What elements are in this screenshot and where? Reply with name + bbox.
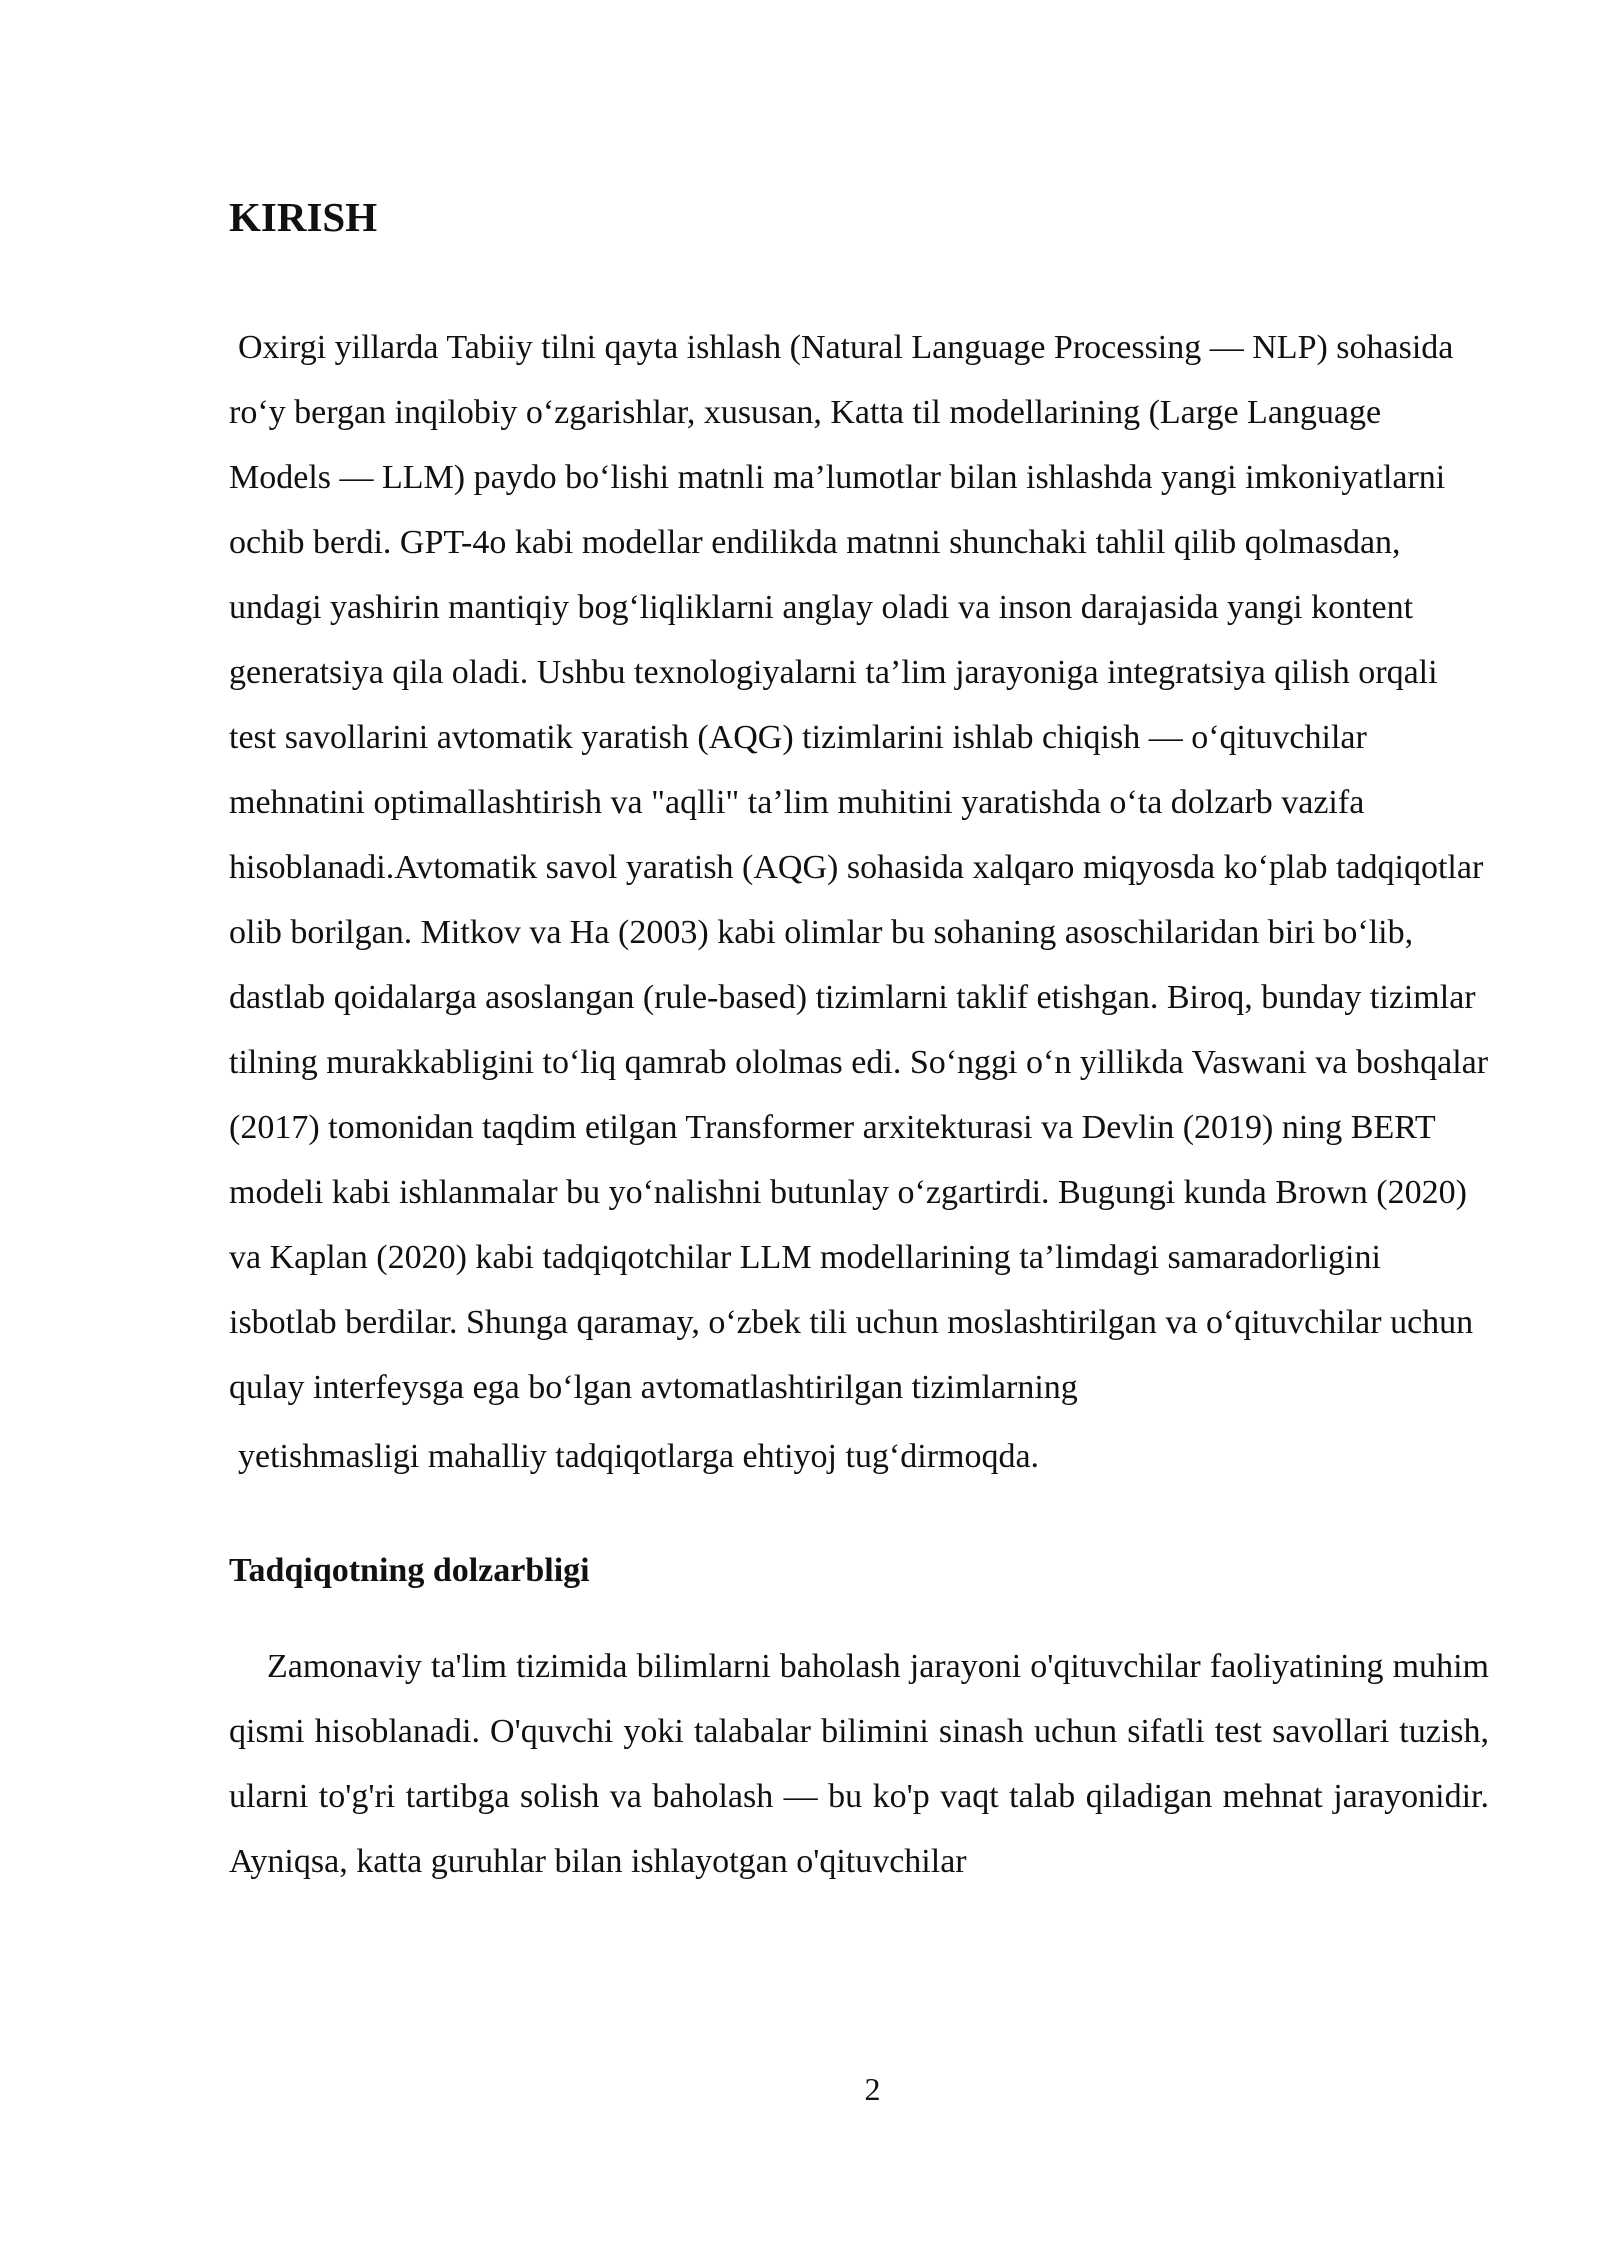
- page-number: 2: [864, 2071, 881, 2107]
- intro-paragraph-text: Oxirgi yillarda Tabiiy tilni qayta ishlash (Natural Language Processing — NLP) sohasida ro‘y bergan inqilobiy o‘zgarishlar, xususan, Katta til modellarining (Large Language Models — LLM) paydo bo‘lishi matnli ma’lumotlar bilan ishlashda yangi imkoniyatlarni ochib berdi. GPT-4o kabi modellar endilikda matnni shunchaki tahlil qilib qolmasdan, undagi yashirin mantiqiy bog‘liqliklarni anglay oladi va inson darajasida yangi kontent generatsiya qila oladi. Ushbu texnologiyalarni ta’lim jarayoniga integratsiya qilish orqali test savollarini avtomatik yaratish (AQG) tizimlarini ishlab chiqish — o‘qituvchilar mehnatini optimallashtirish va "aqlli" ta’lim muhitini yaratishda o‘ta dolzarb vazifa hisoblanadi.Avtomatik savol yaratish (AQG) sohasida xalqaro miqyosda ko‘plab tadqiqotlar olib borilgan. Mitkov va Ha (2003) kabi olimlar bu sohaning asoschilaridan biri bo‘lib, dastlab qoidalarga asoslangan (rule-based) tizimlarni taklif etishgan. Biroq, bunday tizimlar tilning murakkabligini to‘liq qamrab ololmas edi. So‘nggi o‘n yillikda Vaswani va boshqalar (2017) tomonidan taqdim etilgan Transformer arxitekturasi va Devlin (2019) ning BERT modeli kabi ishlanmalar bu yo‘nalishni butunlay o‘zgartirdi. Bugungi kunda Brown (2020) va Kaplan (2020) kabi tadqiqotchilar LLM modellarining ta’limdagi samaradorligini isbotlab berdilar. Shunga qaramay, o‘zbek tili uchun moslashtirilgan va o‘qituvchilar uchun qulay interfeysga ega bo‘lgan avtomatlashtirilgan tizimlarning: [229, 329, 1489, 1406]
- intro-paragraph: [229, 315, 1489, 1489]
- section-heading: KIRISH: [229, 194, 378, 240]
- subsection-heading: Tadqiqotning dolzarbligi: [229, 1552, 590, 1589]
- page-content: [229, 186, 1489, 1894]
- intro-paragraph-last-line: yetishmasligi mahalliy tadqiqotlarga ehtiyoj tug‘dirmoqda.: [238, 1438, 1040, 1475]
- relevance-paragraph: Zamonaviy ta'lim tizimida bilimlarni baholash jarayoni o'qituvchilar faoliyatining muhim qismi hisoblanadi. O'quvchi yoki talabalar bilimini sinash uchun sifatli test savollari tuzish, ularni to'g'ri tartibga solish va baholash — bu ko'p vaqt talab qiladigan mehnat jarayonidir. Ayniqsa, katta guruhlar bilan ishlayotgan o'qituvchilar: [229, 1648, 1489, 1880]
